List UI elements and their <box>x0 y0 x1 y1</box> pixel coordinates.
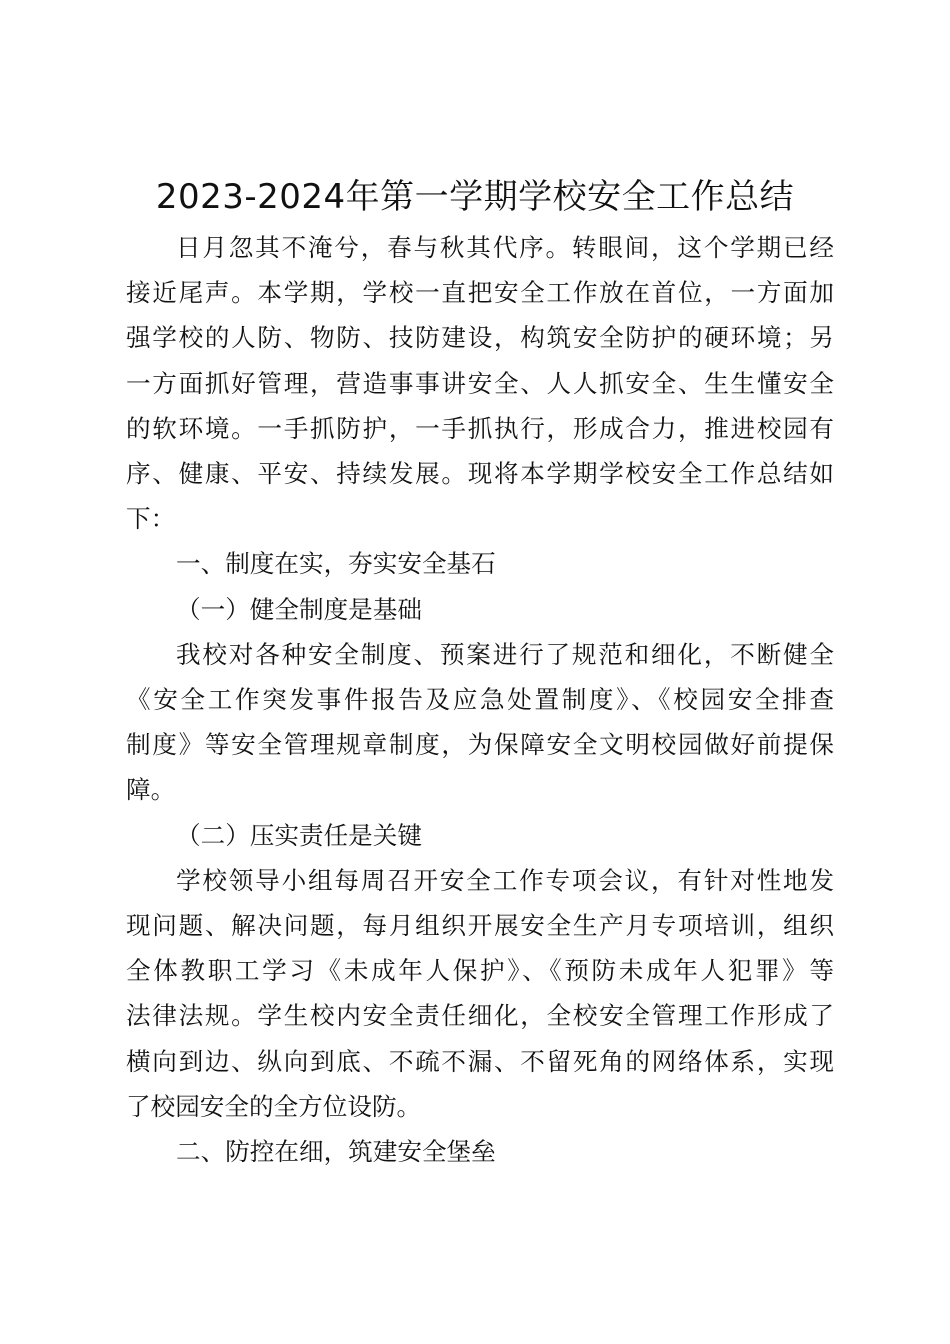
paragraph-line: 日月忽其不淹兮，春与秋其代序。转眼间，这个学期已经 <box>176 233 834 262</box>
paragraph-line: 《安全工作突发事件报告及应急处置制度》、《校园安全排查 <box>126 685 834 715</box>
paragraph-line: 障。 <box>126 775 176 805</box>
paragraph-intro <box>126 225 834 541</box>
paragraph-line: 一方面抓好管理，营造事事讲安全、人人抓安全、生生懂安全 <box>126 368 834 398</box>
section-heading: 二、防控在细，筑建安全堡垒 <box>176 1137 496 1167</box>
paragraph-system <box>126 632 834 813</box>
paragraph-line: 法律法规。学生校内安全责任细化，全校安全管理工作形成了 <box>126 1001 834 1031</box>
paragraph-line: 序、健康、平安、持续发展。现将本学期学校安全工作总结如 <box>126 459 834 489</box>
paragraph-line: 的软环境。一手抓防护，一手抓执行，形成合力，推进校园有 <box>126 413 834 443</box>
subsection-heading: （一）健全制度是基础 <box>176 594 422 624</box>
paragraph-line: 了校园安全的全方位设防。 <box>126 1091 422 1121</box>
document-body <box>126 225 834 1174</box>
paragraph-line: 我校对各种安全制度、预案进行了规范和细化，不断健全 <box>176 639 834 669</box>
paragraph-line: 现问题、解决问题，每月组织开展安全生产月专项培训，组织 <box>126 911 834 941</box>
paragraph-line: 接近尾声。本学期，学校一直把安全工作放在首位，一方面加 <box>126 278 834 308</box>
paragraph-line: 学校领导小组每周召开安全工作专项会议，有针对性地发 <box>176 865 834 895</box>
section-heading: 一、制度在实，夯实安全基石 <box>176 549 496 579</box>
paragraph-line: 下： <box>126 504 176 534</box>
paragraph-line: 横向到边、纵向到底、不疏不漏、不留死角的网络体系，实现 <box>126 1046 834 1076</box>
subsection-heading: （二）压实责任是关键 <box>176 820 422 850</box>
paragraph-responsibility <box>126 858 834 1129</box>
document-title: 2023-2024年第一学期学校安全工作总结 <box>155 177 795 217</box>
paragraph-line: 制度》等安全管理规章制度，为保障安全文明校园做好前提保 <box>126 730 834 760</box>
paragraph-line: 全体教职工学习《未成年人保护》、《预防未成年人犯罪》等 <box>126 956 834 986</box>
paragraph-line: 强学校的人防、物防、技防建设，构筑安全防护的硬环境；另 <box>126 323 834 353</box>
